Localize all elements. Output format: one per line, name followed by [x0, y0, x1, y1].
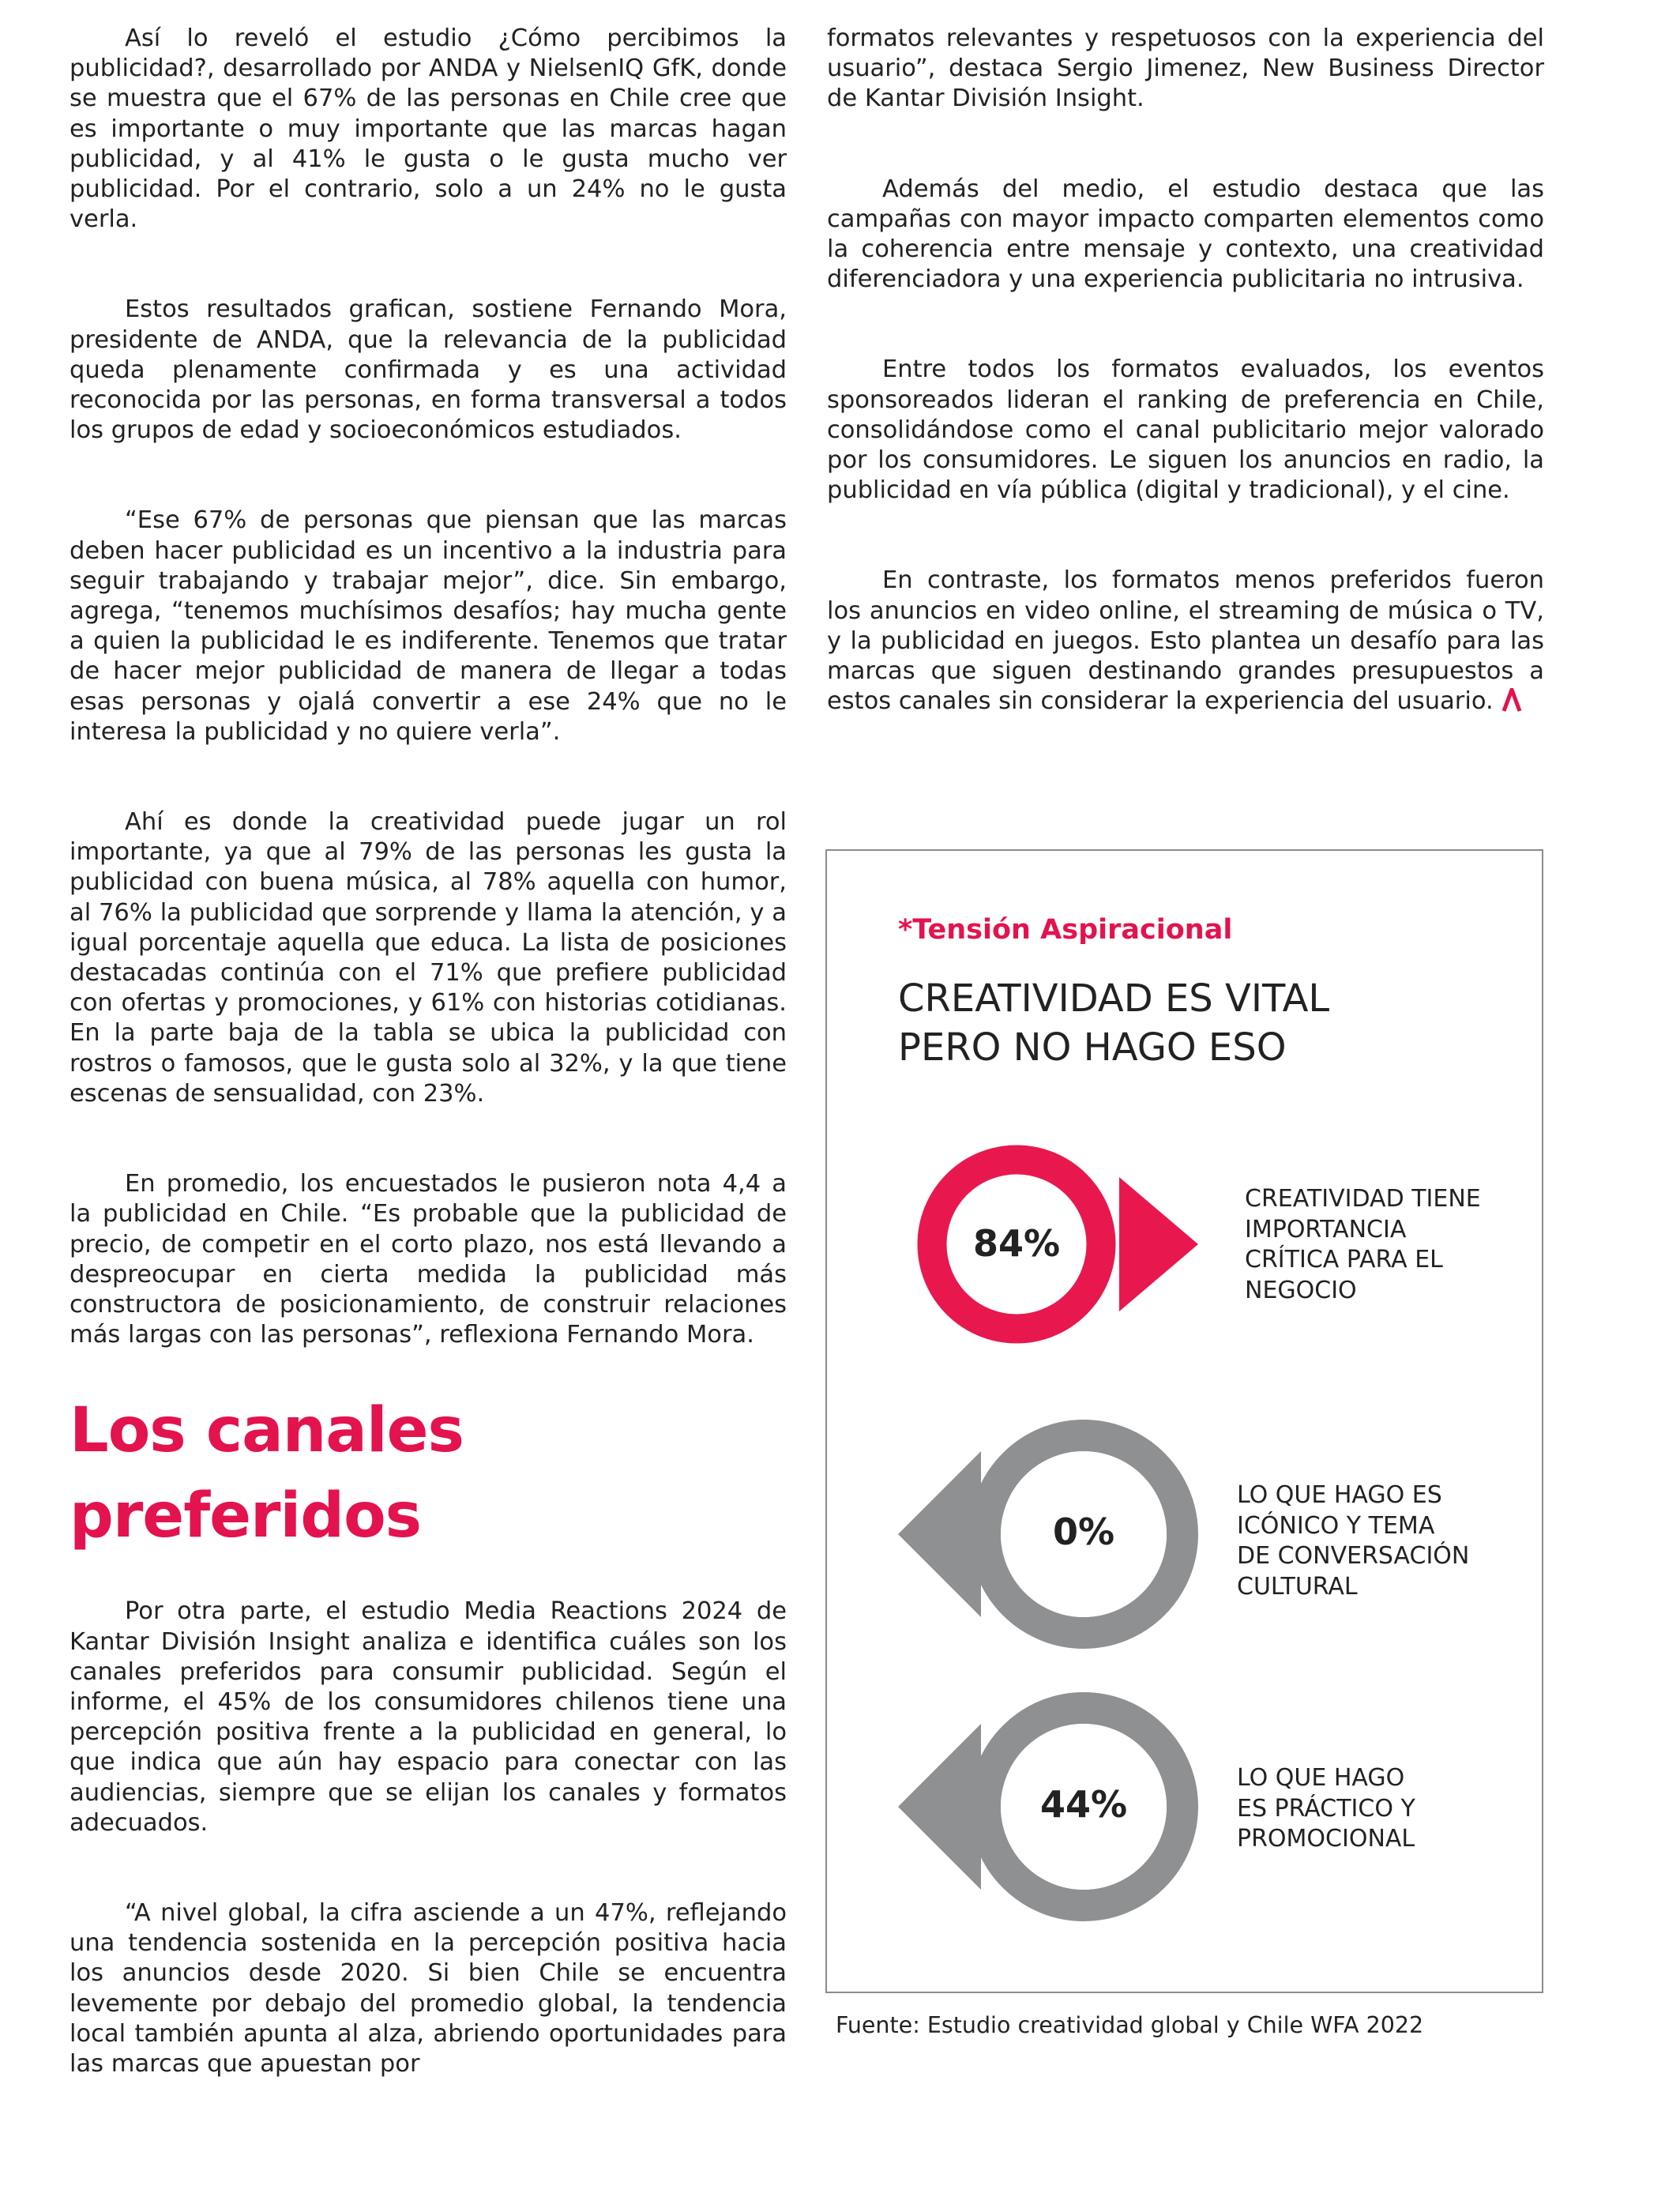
infobox-title-line: CREATIVIDAD ES VITAL — [898, 976, 1330, 1021]
stat-label — [1237, 1763, 1521, 1855]
section-heading — [70, 1388, 787, 1559]
body-paragraph-text: En contraste, los formatos menos preferidos fueron los anuncios en video online, el streaming de música o TV, y la publicidad en juegos. Esto plantea un desafío para las marcas que siguen destinando grandes presupuestos a estos canales sin considerar la experiencia del usuario. — [827, 566, 1544, 716]
stat-label-line: IMPORTANCIA — [1245, 1215, 1407, 1243]
stat-label-line: CRÍTICA PARA EL — [1245, 1246, 1443, 1273]
right-column — [827, 24, 1544, 717]
body-paragraph: Entre todos los formatos evaluados, los eventos sponsoreados lideran el ranking de preferencia en Chile, consolidándose como el canal publicitario mejor valorado por los consumidores. Le siguen los anuncios en radio, la publicidad en vía pública (digital y tradicional), y el cine. — [827, 356, 1544, 505]
stat-label-line: PROMOCIONAL — [1237, 1825, 1415, 1853]
infographic-box — [825, 849, 1543, 1993]
stat-label-line: NEGOCIO — [1245, 1276, 1357, 1304]
stat-label — [1245, 1184, 1529, 1306]
body-paragraph: Por otra parte, el estudio Media Reactions 2024 de Kantar División Insight analiza e identifica cuáles son los canales preferidos para consumir publicidad. Según el informe, el 45% de los consumidores chilenos tiene una percepción positiva frente a la publicidad en general, lo que indica que aún hay espacio para conectar con las audiencias, siempre que se elijan los canales y formatos adecuados. — [70, 1597, 787, 1837]
stat-label-line: CREATIVIDAD TIENE — [1245, 1185, 1481, 1213]
body-paragraph: En promedio, los encuestados le pusieron nota 4,4 a la publicidad en Chile. “Es probable que la publicidad de precio, de competir en el corto plazo, nos está llevando a despreocupar en cierta medida la publicidad más constructora de posicionamiento, de construir relaciones más largas con las personas”, reflexiona Fernando Mora. — [70, 1170, 787, 1349]
body-paragraph: Así lo reveló el estudio ¿Cómo percibimos la publicidad?, desarrollado por ANDA y NielsenIQ GfK, donde se muestra que el 67% de las personas en Chile cree que es importante o muy importante que las marcas hagan publicidad, y al 41% le gusta o le gusta mucho ver publicidad. Por el contrario, solo a un 24% no le gusta verla. — [70, 24, 787, 234]
section-heading-line: preferidos — [70, 1480, 422, 1552]
body-paragraph: Estos resultados grafican, sostiene Fernando Mora, presidente de ANDA, que la relevancia de la publicidad queda plenamente confirmada y es una actividad reconocida por las personas, en forma transversal a todos los grupos de edad y socioeconómicos estudiados. — [70, 295, 787, 445]
stat-label-line: LO QUE HAGO — [1237, 1764, 1405, 1792]
stat-value: 0% — [1052, 1510, 1115, 1553]
stat-label — [1237, 1480, 1521, 1602]
infobox-title — [898, 974, 1451, 1072]
stat-label-line: ES PRÁCTICO Y — [1237, 1794, 1415, 1823]
body-paragraph: Ahí es donde la creatividad puede jugar un rol importante, ya que al 79% de las personas les gusta la publicidad con buena música, al 78% aquella con humor, al 76% la publicidad que sorprende y llama la atención, y a igual porcentaje aquella que educa. La lista de posiciones destacadas continúa con el 71% que prefiere publicidad con ofertas y promociones, y 61% con historias cotidianas. En la parte baja de la tabla se ubica la publicidad con rostros o famosos, que le gusta solo al 32%, y la que tiene escenas de sensualidad, con 23%. — [70, 808, 787, 1108]
section-heading-line: Los canales — [70, 1395, 464, 1467]
infobox-kicker: *Tensión Aspiracional — [898, 914, 1233, 946]
stat-value: 84% — [972, 1222, 1061, 1265]
body-paragraph: Además del medio, el estudio destaca que las campañas con mayor impacto comparten elementos como la coherencia entre mensaje y contexto, una creatividad diferenciadora y una experiencia publicitaria no intrusiva. — [827, 175, 1544, 294]
body-paragraph — [827, 566, 1544, 717]
left-column — [70, 24, 787, 2079]
stat-label-line: CULTURAL — [1237, 1572, 1358, 1601]
stat-label-line: DE CONVERSACIÓN — [1237, 1542, 1470, 1570]
stat-label-line: ICÓNICO Y TEMA — [1237, 1511, 1435, 1540]
article-end-icon — [1501, 688, 1522, 712]
body-paragraph: “Ese 67% de personas que piensan que las marcas deben hacer publicidad es un incentivo a la industria para seguir trabajando y trabajar mejor”, dice. Sin embargo, agrega, “tenemos muchísimos desafíos; hay mucha gente a quien la publicidad le es indiferente. Tenemos que tratar de hacer mejor publicidad de manera de llegar a todas esas personas y ojalá convertir a ese 24% que no le interesa la publicidad y no quiere verla”. — [70, 506, 787, 746]
stat-label-line: LO QUE HAGO ES — [1237, 1481, 1442, 1509]
stat-value: 44% — [1039, 1783, 1128, 1826]
infobox-title-line: PERO NO HAGO ESO — [898, 1025, 1287, 1070]
body-paragraph: formatos relevantes y respetuosos con la experiencia del usuario”, destaca Sergio Jimenez, New Business Director de Kantar División Insight. — [827, 24, 1544, 113]
source-caption: Fuente: Estudio creatividad global y Chile WFA 2022 — [836, 2012, 1424, 2038]
body-paragraph: “A nivel global, la cifra asciende a un 47%, reflejando una tendencia sostenida en la percepción positiva hacia los anuncios desde 2020. Si bien Chile se encuentra levemente por debajo del promedio global, la tendencia local también apunta al alza, abriendo oportunidades para las marcas que apuestan por — [70, 1898, 787, 2078]
